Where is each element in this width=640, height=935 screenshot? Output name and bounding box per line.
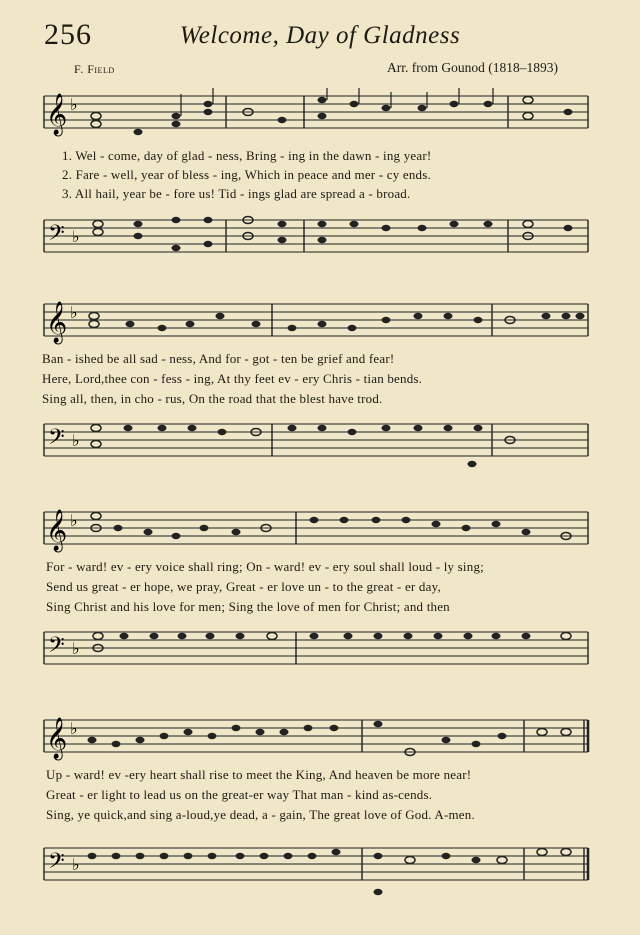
verse-2-line-3: Send us great - er hope, we pray, Great - er love un - to the great - er day,: [46, 579, 441, 594]
hymn-author: F. Field: [74, 62, 115, 76]
svg-text:♭: ♭: [70, 97, 78, 114]
bass-staff-1: [36, 212, 596, 272]
bass-staff-3: [36, 624, 596, 684]
hymn-number: 256: [44, 18, 92, 51]
svg-text:𝄢: 𝄢: [48, 221, 65, 251]
svg-text:♭: ♭: [70, 513, 78, 530]
verse-3-line-2: Sing all, then, in cho - rus, On the road that the blest have trod.: [42, 391, 383, 406]
svg-text:𝄞: 𝄞: [46, 302, 68, 343]
svg-text:♭: ♭: [72, 857, 80, 874]
svg-text:𝄢: 𝄢: [48, 849, 65, 879]
svg-text:𝄞: 𝄞: [46, 94, 68, 135]
verse-1-line-1: 1. Wel - come, day of glad - ness, Bring - ing in the dawn - ing year!: [62, 148, 432, 163]
svg-text:♭: ♭: [72, 433, 80, 450]
verse-2-line-1: 2. Fare - well, year of bless - ing, Which in peace and mer - cy ends.: [62, 167, 431, 182]
svg-text:♭: ♭: [70, 721, 78, 738]
verse-2-line-2: Here, Lord,thee con - fess - ing, At thy feet ev - ery Chris - tian bends.: [42, 371, 423, 386]
hymn-title: Welcome, Day of Gladness: [179, 22, 461, 49]
music-system-2: [36, 296, 596, 481]
treble-staff-4: [36, 712, 596, 772]
verse-3-line-3: Sing Christ and his love for men; Sing the love of men for Christ; and then: [46, 599, 450, 614]
verse-1-line-3: For - ward! ev - ery voice shall ring; On - ward! ev - ery soul shall loud - ly sing;: [46, 559, 484, 574]
music-system-3: [36, 504, 596, 689]
bass-staff-2: [36, 416, 596, 476]
treble-staff-1: [36, 88, 596, 148]
svg-text:𝄞: 𝄞: [46, 718, 68, 759]
verse-2-line-4: Great - er light to lead us on the great-er way That man - kind as-cends.: [46, 787, 433, 802]
svg-text:𝄢: 𝄢: [48, 633, 65, 663]
svg-text:𝄢: 𝄢: [48, 425, 65, 455]
verse-3-line-4: Sing, ye quick,and sing a-loud,ye dead, a - gain, The great love of God. A-men.: [46, 807, 475, 822]
svg-text:♭: ♭: [72, 641, 80, 658]
svg-text:♭: ♭: [72, 229, 80, 246]
bass-staff-4: [36, 840, 596, 910]
treble-staff-3: [36, 504, 596, 564]
music-system-4: [36, 712, 596, 922]
svg-text:♭: ♭: [70, 305, 78, 322]
hymn-arranger: Arr. from Gounod (1818–1893): [387, 60, 558, 75]
hymn-header: [0, 0, 640, 60]
treble-staff-2: [36, 296, 596, 356]
verse-3-line-1: 3. All hail, year be - fore us! Tid - ings glad are spread a - broad.: [62, 186, 411, 201]
verse-1-line-4: Up - ward! ev -ery heart shall rise to meet the King, And heaven be more near!: [46, 767, 472, 782]
music-system-1: [36, 88, 596, 273]
verse-1-line-2: Ban - ished be all sad - ness, And for - got - ten be grief and fear!: [42, 351, 395, 366]
svg-text:𝄞: 𝄞: [46, 510, 68, 551]
